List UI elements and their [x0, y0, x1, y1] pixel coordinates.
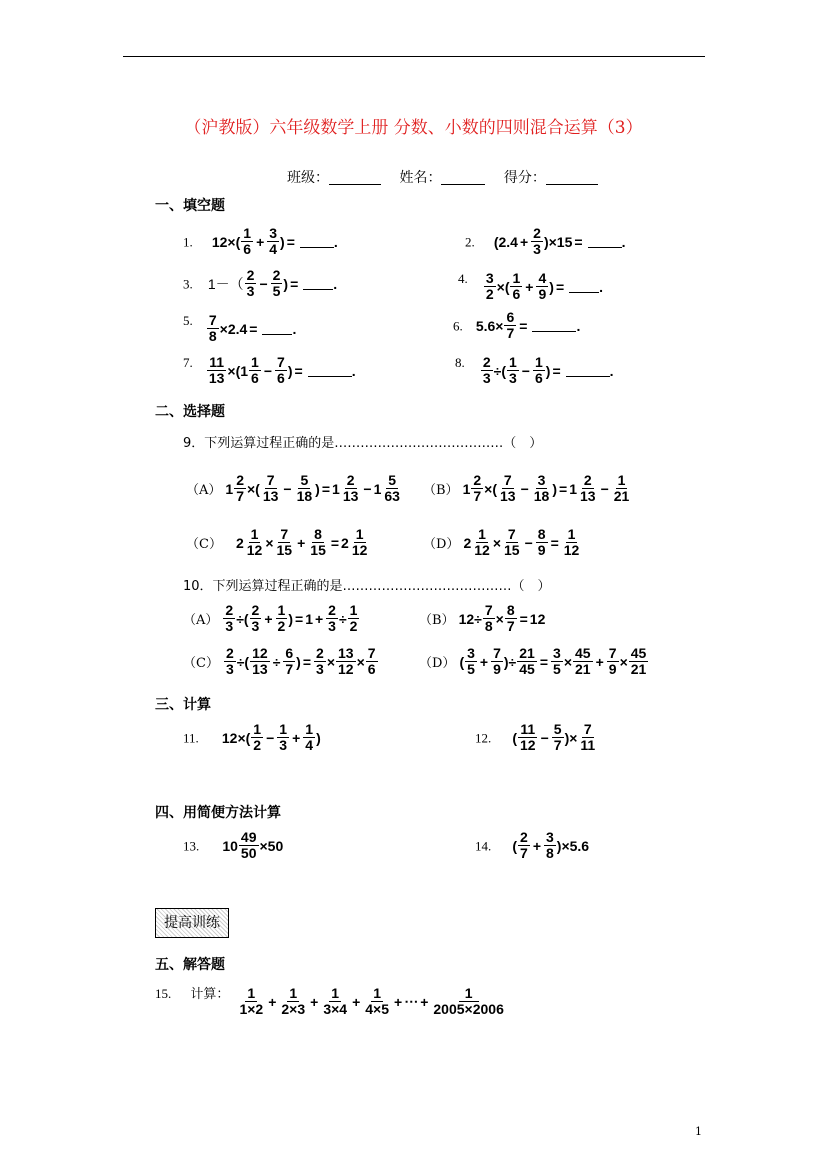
- q10-option-b[interactable]: （B） 12÷ 7 8 × $\frac{8}{7}$ = 12: [419, 602, 546, 634]
- question-number: 7.: [183, 355, 193, 370]
- student-info-line: [287, 167, 612, 187]
- question-13: 13. 10 49 50 ×50: [183, 829, 284, 861]
- question-5: 5. $\frac{7}{8}$ ×2.4 = .: [183, 312, 297, 344]
- question-14: 14. ( 2 7 + $\frac{3}{8}$ )×5.6: [475, 829, 590, 861]
- question-number: 1.: [183, 234, 193, 250]
- section-simplified-calc: 四、用简便方法计算: [155, 805, 281, 821]
- advanced-training-badge: 提高训练: [155, 908, 229, 938]
- question-number: 13.: [183, 838, 200, 854]
- class-blank[interactable]: [329, 170, 381, 185]
- question-15: 15. 计算： 1 1×2 + $\frac{1}{2\times 3}$ + $\frac{1}{3\times 4}$ + $\frac{1}{4\times 5}$ + ⋯ + $\frac{1}{2005\times 2006}$: [155, 985, 504, 1017]
- q15-label: 计算：: [190, 987, 230, 1002]
- page-number: 1: [695, 1125, 702, 1138]
- question-9-stem: 9．下列运算过程正确的是…………………………………（ ）: [183, 436, 543, 451]
- question-1: 1. 12×( 1 6 + $\frac{3}{4}$ ) = .: [183, 225, 338, 257]
- question-number: 11.: [183, 730, 199, 746]
- section-multiple-choice: 二、选择题: [155, 404, 225, 420]
- question-number: 12.: [475, 730, 492, 746]
- q10-option-a[interactable]: （A） 2 3 ÷( 2 3 + $\frac{1}{2}$ ) = 1 + $\frac{2}{3}$ ÷ 1 2: [183, 602, 358, 634]
- question-4: 4. 3 2 ×( 1 6 + $\frac{4}{9}$ ) = .: [458, 270, 604, 302]
- question-6: 6. 5.6× $\frac{6}{7}$ = .: [453, 309, 581, 341]
- section-calculate: 三、计算: [155, 697, 211, 713]
- q9-option-a[interactable]: （A） 1 2 7 ×( 7 13 − $\frac{5}{18}$ ) = 1 $\frac{2}{13}$ − 1 $\frac{5}{63}$: [186, 472, 400, 504]
- q10-option-c[interactable]: （C） 2 3 ÷( $\frac{12}{13}$ ÷ $\frac{6}{7}$ ) = $\frac{2}{3}$ × 13 12 × 7 6: [183, 645, 376, 677]
- question-11: 11. 12×( 1 2 − $\frac{1}{3}$ + $\frac{1}{4}$ ): [183, 721, 321, 753]
- question-2: 2. (2.4 + $\frac{2}{3}$ )×15 = .: [465, 225, 626, 257]
- q10-option-d[interactable]: （D） ( 3 5 + $\frac{7}{9}$ )÷ $\frac{21}{45}$ = $\frac{3}{5}$ × 45 21 + $\frac{7}{9}$ × 45 21: [419, 645, 647, 677]
- question-number: 5.: [183, 313, 193, 328]
- class-label: 班级：: [287, 170, 329, 186]
- q9-option-c[interactable]: （C） 2 1 12 × 7 15 + $\frac{8}{15}$ = 2 $\frac{1}{12}$: [186, 526, 368, 558]
- question-number: 2.: [465, 234, 475, 250]
- question-8: 8. 2 3 ÷( 1 3 − $\frac{1}{6}$ ) = .: [455, 354, 614, 386]
- section-fill-blank: 一、填空题: [155, 198, 225, 214]
- question-3: 3. 1－（ 2 3 − $\frac{2}{5}$ ) = .: [183, 267, 338, 299]
- page-title: （沪教版）六年级数学上册 分数、小数的四则混合运算（3）: [184, 118, 643, 138]
- score-label: 得分：: [503, 170, 546, 186]
- question-10-stem: 10．下列运算过程正确的是…………………………………（ ）: [183, 579, 551, 594]
- question-number: 3.: [183, 276, 193, 292]
- question-number: 14.: [475, 838, 492, 854]
- header-rule: [123, 56, 705, 57]
- question-number: 8.: [455, 355, 465, 370]
- name-label: 姓名：: [399, 170, 442, 186]
- score-blank[interactable]: [546, 170, 598, 185]
- question-number: 6.: [453, 318, 463, 334]
- question-number: 4.: [458, 271, 468, 286]
- section-word-problems: 五、解答题: [155, 957, 225, 973]
- question-number: 15.: [155, 986, 172, 1001]
- q9-option-b[interactable]: （B） 1 2 7 ×( 7 13 − $\frac{3}{18}$ ) = 1 $\frac{2}{13}$ − $\frac{1}{21}$: [423, 472, 630, 504]
- question-12: 12. ( 11 12 − $\frac{5}{7}$ )× 7 11: [475, 721, 596, 753]
- question-7: 7. 11 13 ×(1 1 6 − $\frac{7}{6}$ ) = .: [183, 354, 356, 386]
- name-blank[interactable]: [441, 170, 485, 185]
- q9-option-d[interactable]: （D） 2 1 12 × 7 15 − $\frac{8}{9}$ = $\frac{1}{12}$: [423, 526, 580, 558]
